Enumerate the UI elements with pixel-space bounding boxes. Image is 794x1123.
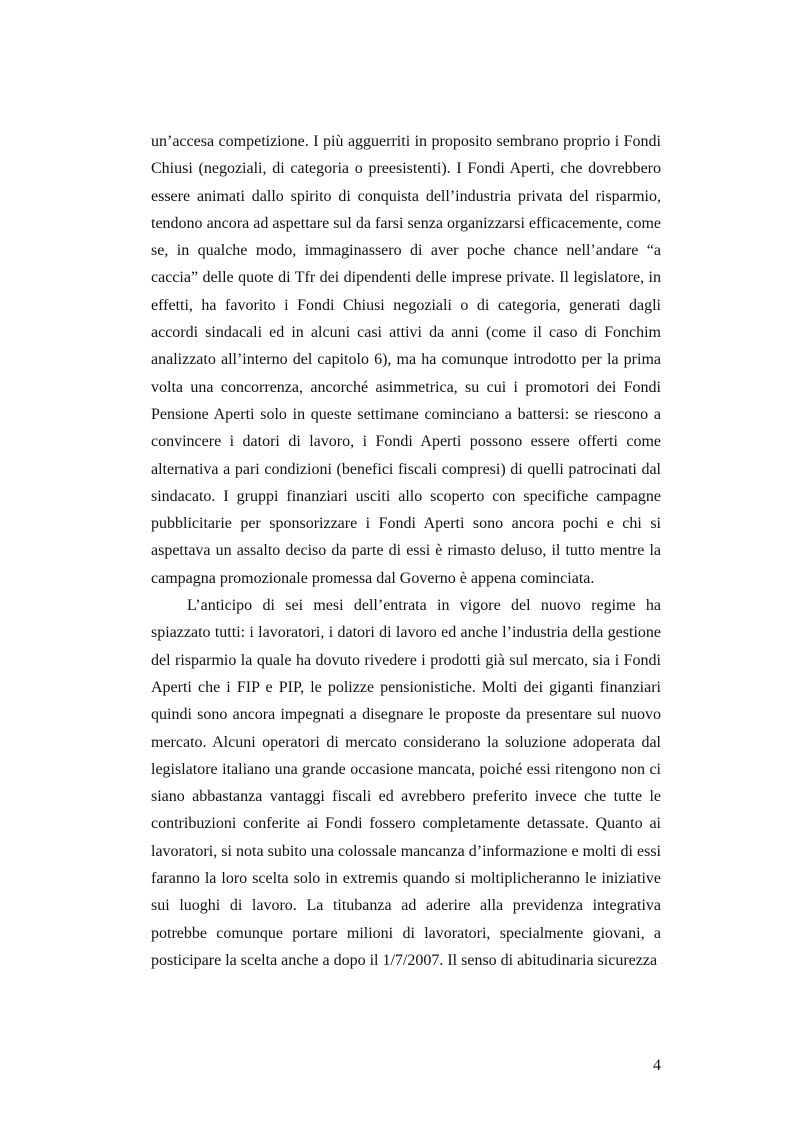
page-number: 4 <box>653 1057 661 1074</box>
body-text <box>151 128 661 974</box>
paragraph-2: L’anticipo di sei mesi dell’entrata in vigore del nuovo regime ha spiazzato tutti: i lavoratori, i datori di lavoro ed anche l’industria della gestione del risparmio la quale ha dovuto rivedere i prodotti già sul mercato, sia i Fondi Aperti che i FIP e PIP, le polizze pensionistiche. Molti dei giganti finanziari quindi sono ancora impegnati a disegnare le proposte da presentare sul nuovo mercato. Alcuni operatori di mercato considerano la soluzione adoperata dal legislatore italiano una grande occasione mancata, poiché essi ritengono non ci siano abbastanza vantaggi fiscali ed avrebbero preferito invece che tutte le contribuzioni conferite ai Fondi fossero completamente detassate. Quanto ai lavoratori, si nota subito una colossale mancanza d’informazione e molti di essi faranno la loro scelta solo in extremis quando si moltiplicheranno le iniziative sui luoghi di lavoro. La titubanza ad aderire alla previdenza integrativa potrebbe comunque portare milioni di lavoratori, specialmente giovani, a posticipare la scelta anche a dopo il 1/7/2007. Il senso di abitudinaria sicurezza <box>151 597 661 969</box>
paragraph-1: un’accesa competizione. I più agguerriti in proposito sembrano proprio i Fondi Chiusi (negoziali, di categoria o preesistenti). I Fondi Aperti, che dovrebbero essere animati dallo spirito di conquista dell’industria privata del risparmio, tendono ancora ad aspettare sul da farsi senza organizzarsi efficacemente, come se, in qualche modo, immaginassero di aver poche chance nell’andare “a caccia” delle quote di Tfr dei dipendenti delle imprese private. Il legislatore, in effetti, ha favorito i Fondi Chiusi negoziali o di categoria, generati dagli accordi sindacali ed in alcuni casi attivi da anni (come il caso di Fonchim analizzato all’interno del capitolo 6), ma ha comunque introdotto per la prima volta una concorrenza, ancorché asimmetrica, su cui i promotori dei Fondi Pensione Aperti solo in queste settimane cominciano a battersi: se riescono a convincere i datori di lavoro, i Fondi Aperti possono essere offerti come alternativa a pari condizioni (benefici fiscali compresi) di quelli patrocinati dal sindacato. I gruppi finanziari usciti allo scoperto con specifiche campagne pubblicitarie per sponsorizzare i Fondi Aperti sono ancora pochi e chi si aspettava un assalto deciso da parte di essi è rimasto deluso, il tutto mentre la campagna promozionale promessa dal Governo è appena cominciata. <box>151 133 661 587</box>
